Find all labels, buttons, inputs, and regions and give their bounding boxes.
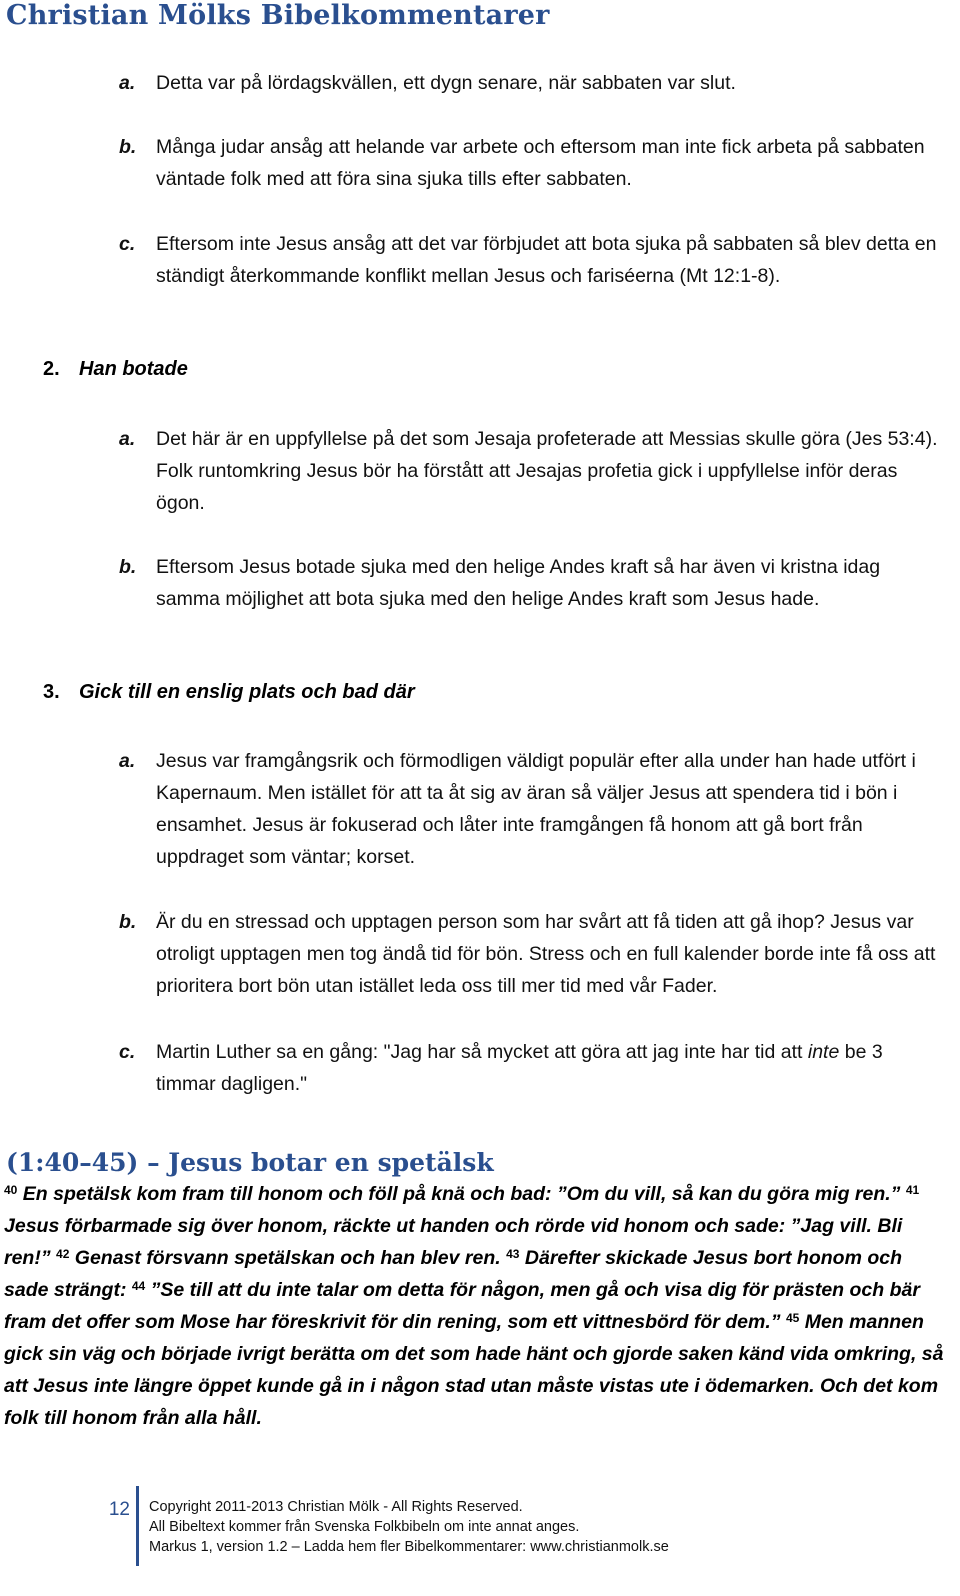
section-heading — [43, 358, 188, 381]
footer-version-link: Markus 1, version 1.2 – Ladda hem fler Bibelkommentarer: www.christianmolk.se — [149, 1539, 669, 1555]
list-marker: a. — [119, 750, 136, 772]
list-item-text: Många judar ansåg att helande var arbete och eftersom man inte fick arbeta på sabbaten väntade folk med att föra sina sjuka tills efter sabbaten. — [156, 136, 925, 190]
verse-text: Därefter skickade Jesus bort honom och sade strängt: — [4, 1247, 903, 1301]
quote-text-start: Martin Luther sa en gång: "Jag har så mycket att göra att jag inte har tid att — [156, 1041, 808, 1063]
section-heading — [43, 681, 415, 704]
list-item — [119, 67, 939, 99]
list-item-text: Är du en stressad och upptagen person som har svårt att få tiden att gå ihop? Jesus var otroligt upptagen men tog ändå tid för bön. Stress och en full kalender borde inte få oss att prioritera bort bön utan istället leda oss till mer tid med vår Fader. — [156, 911, 936, 997]
section-number: 2. — [43, 358, 60, 380]
page-number: 12 — [108, 1499, 130, 1520]
verse-text: ”Se till att du inte talar om detta för någon, men gå och visa dig för prästen och bär fram det offer som Mose har föreskrivit för din rening, som ett vittnesbörd för dem.” — [4, 1279, 920, 1333]
list-item — [119, 131, 939, 195]
list-item — [119, 1036, 939, 1100]
list-marker: c. — [119, 233, 136, 255]
list-item-text — [119, 1036, 939, 1100]
passage-title: (1:40–45) – Jesus botar en spetälsk — [6, 1148, 494, 1177]
list-item — [119, 906, 939, 1002]
list-item-text: Eftersom Jesus botade sjuka med den helige Andes kraft så har även vi kristna idag samma möjlighet att bota sjuka med den helige Andes kraft som Jesus hade. — [156, 556, 881, 610]
list-marker: b. — [119, 911, 137, 933]
footer-source-note: All Bibeltext kommer från Svenska Folkbibeln om inte annat anges. — [149, 1519, 580, 1535]
verse-number: 45 — [785, 1311, 800, 1325]
quote-text-end: be 3 timmar dagligen." — [156, 1041, 883, 1095]
list-item-text: Jesus var framgångsrik och förmodligen väldigt populär efter alla under han hade utfört i Kapernaum. Men istället för att ta åt sig av äran så väljer Jesus att spendera tid i bön i ensamhet. Jesus är fokuserad och låter inte framgången få honom att gå bort från uppdraget som väntar; korset. — [156, 750, 916, 868]
verse-number: 42 — [56, 1247, 70, 1261]
section-title: Gick till en enslig plats och bad där — [79, 681, 415, 703]
list-item — [119, 423, 939, 519]
verse-text: Men mannen gick sin väg och började ivrigt berätta om det som hade hänt och gjorde saken känd vida omkring, så att Jesus inte längre öppet kunde gå in i någon stad utan måste vistas ute i ödemarken. Och det kom folk till honom från alla håll. — [4, 1311, 944, 1429]
page-header-title: Christian Mölks Bibelkommentarer — [6, 0, 550, 31]
footer-divider — [136, 1486, 139, 1566]
verse-number: 40 — [4, 1183, 18, 1197]
verse-text: Genast försvann spetälskan och han blev ren. — [69, 1247, 507, 1269]
verse-text: Jesus förbarmade sig över honom, räckte ut handen och rörde vid honom och sade: ”Jag vill. Bli ren!” — [4, 1215, 903, 1269]
verse-text: En spetälsk kom fram till honom och föll på knä och bad: ”Om du vill, så kan du göra mig ren.” — [17, 1183, 906, 1205]
list-marker: a. — [119, 72, 136, 94]
scripture-text — [4, 1178, 949, 1434]
list-item-text: Eftersom inte Jesus ansåg att det var förbjudet att bota sjuka på sabbaten så blev detta en ständigt återkommande konflikt mellan Jesus och fariséerna (Mt 12:1-8). — [156, 233, 937, 287]
list-item — [119, 745, 939, 873]
quote-text-italic: inte — [807, 1041, 840, 1063]
list-marker: a. — [119, 428, 136, 450]
verse-number: 43 — [506, 1247, 520, 1261]
list-marker: b. — [119, 556, 137, 578]
list-item-text: Detta var på lördagskvällen, ett dygn senare, när sabbaten var slut. — [156, 72, 736, 94]
footer-copyright: Copyright 2011-2013 Christian Mölk - All Rights Reserved. — [149, 1499, 523, 1515]
list-marker: c. — [119, 1041, 136, 1063]
list-item — [119, 551, 939, 615]
section-number: 3. — [43, 681, 60, 703]
footer-text — [149, 1497, 669, 1557]
list-item-text: Det här är en uppfyllelse på det som Jesaja profeterade att Messias skulle göra (Jes 53:4). Folk runtomkring Jesus bör ha förstått att Jesajas profetia gick i uppfyllelse inför deras ögon. — [156, 428, 938, 514]
verse-number: 44 — [131, 1279, 146, 1293]
list-item — [119, 228, 939, 292]
section-title: Han botade — [79, 358, 188, 380]
verse-number: 41 — [905, 1183, 920, 1197]
list-marker: b. — [119, 136, 137, 158]
